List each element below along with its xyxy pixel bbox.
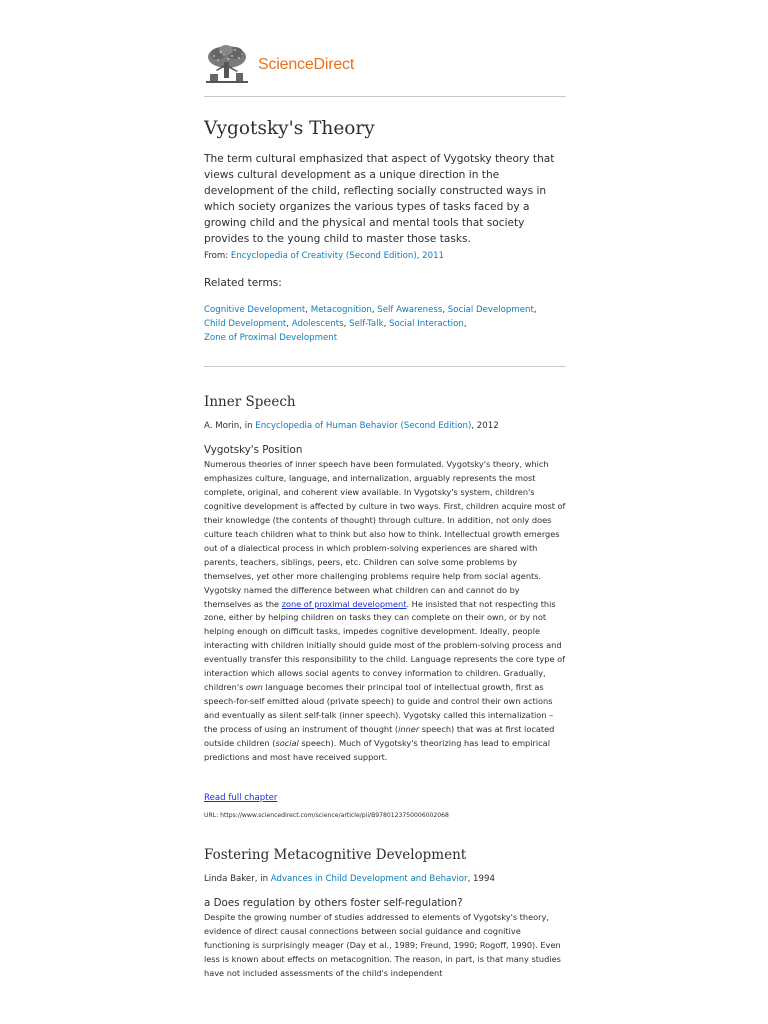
related-terms-heading: Related terms:	[204, 277, 282, 289]
section-author: A. Morin, in	[204, 421, 253, 431]
chapter-url: URL: https://www.sciencedirect.com/science/article/pii/B9780123750006002068	[204, 812, 449, 819]
related-term-link[interactable]: Zone of Proximal Development	[204, 333, 338, 343]
section-subheading: Vygotsky's Position	[204, 444, 303, 456]
section-source-link[interactable]: Encyclopedia of Human Behavior (Second Edition)	[255, 421, 472, 431]
related-term-link[interactable]: Self Awareness	[377, 305, 443, 315]
related-term-link[interactable]: Child Development	[204, 319, 287, 329]
zone-of-proximal-development-link[interactable]: zone of proximal development	[281, 598, 407, 609]
body-text-part: language becomes their principal tool of intellectual growth, first as speech-for-self emitted aloud (private speech) to guide and control their own actions and eventually as silent self-talk (inner speech). Vygotsky called this internalization – the process of using an instrument of thought (	[204, 682, 554, 735]
sciencedirect-logo-text[interactable]: ScienceDirect	[258, 56, 355, 73]
read-full-chapter-link[interactable]: Read full chapter	[204, 793, 278, 803]
header-divider	[204, 96, 566, 97]
topic-source-line	[204, 251, 444, 261]
section-title-inner-speech: Inner Speech	[204, 394, 296, 410]
section-year: , 2012	[471, 421, 499, 431]
emphasis-text: inner	[398, 724, 420, 735]
section-divider	[204, 366, 566, 367]
section-byline	[204, 874, 495, 884]
emphasis-text: social	[275, 738, 299, 749]
body-text-part: speech). Much of Vygotsky's theorizing has lead to empirical predictions and most have received support.	[204, 738, 550, 763]
section-title-fostering-metacognitive-development: Fostering Metacognitive Development	[204, 847, 467, 863]
from-label: From:	[204, 251, 229, 261]
elsevier-tree-logo-icon[interactable]	[204, 44, 250, 84]
body-text-part: Numerous theories of inner speech have been formulated. Vygotsky's theory, which emphasizes culture, language, and internalization, arguably represents the most complete, original, and coherent view available. In Vygotsky's system, children's cognitive development is affected by culture in two ways. First, children acquire most of their knowledge (the contents of thought) through culture. In addition, not only does culture teach children what to think but also how to think. Intellectual growth emerges out of a dialectical process in which problem-solving experiences are shared with parents, teachers, siblings, peers, etc. Children can solve some problems by themselves, yet other more challenging problems require help from social agents. Vygotsky named the difference between what children can and cannot do by themselves as the	[204, 459, 566, 609]
section-year: , 1994	[467, 874, 495, 884]
section-body	[204, 458, 568, 765]
body-text-part: . He insisted that not respecting this zone, either by helping children on tasks they can complete on their own, or by not helping enough on difficult tasks, impedes cognitive development. Ideally, people interacting with children initially should guide most of the problem-solving process and eventually transfer this responsibility to the child. Language represents the core type of interaction which allows social agents to convey information to children. Gradually, children's	[204, 598, 565, 693]
section-body: Despite the growing number of studies addressed to elements of Vygotsky's theory, evidence of direct causal connections between social guidance and cognitive functioning is surprisingly meager (Day et al., 1989; Freund, 1990; Rogoff, 1990). Even less is known about effects on metacognition. The reason, in part, is that many studies have not included assessments of the child's independent	[204, 912, 561, 978]
emphasis-text: own	[245, 682, 263, 693]
related-terms-list: Cognitive Development, Metacognition, Self Awareness, Social Development, Child Development, Adolescents, Self-Talk, Social Interaction, Zone of Proximal Development	[204, 305, 537, 343]
related-term-link[interactable]: Adolescents	[291, 319, 344, 329]
related-term-link[interactable]: Metacognition	[310, 305, 372, 315]
related-term-link[interactable]: Self-Talk	[349, 319, 384, 329]
related-term-link[interactable]: Social Development	[447, 305, 534, 315]
section-byline	[204, 421, 499, 431]
related-term-link[interactable]: Cognitive Development	[204, 305, 306, 315]
section-subheading: a Does regulation by others foster self-regulation?	[204, 897, 463, 909]
site-header	[204, 44, 566, 88]
topic-title: Vygotsky's Theory	[204, 118, 375, 139]
related-term-link[interactable]: Social Interaction	[389, 319, 464, 329]
topic-source-link[interactable]: Encyclopedia of Creativity (Second Edition), 2011	[230, 251, 445, 261]
body-text-part: speech) that was at first located outside children (	[204, 724, 555, 749]
topic-description: The term cultural emphasized that aspect of Vygotsky theory that views cultural development as a unique direction in the development of the child, reflecting socially constructed ways in which society organizes the various types of tasks faced by a growing child and the physical and mental tools that society provides to the young child to master those tasks.	[204, 153, 555, 246]
section-source-link[interactable]: Advances in Child Development and Behavior	[270, 874, 468, 884]
section-author: Linda Baker, in	[204, 874, 269, 884]
